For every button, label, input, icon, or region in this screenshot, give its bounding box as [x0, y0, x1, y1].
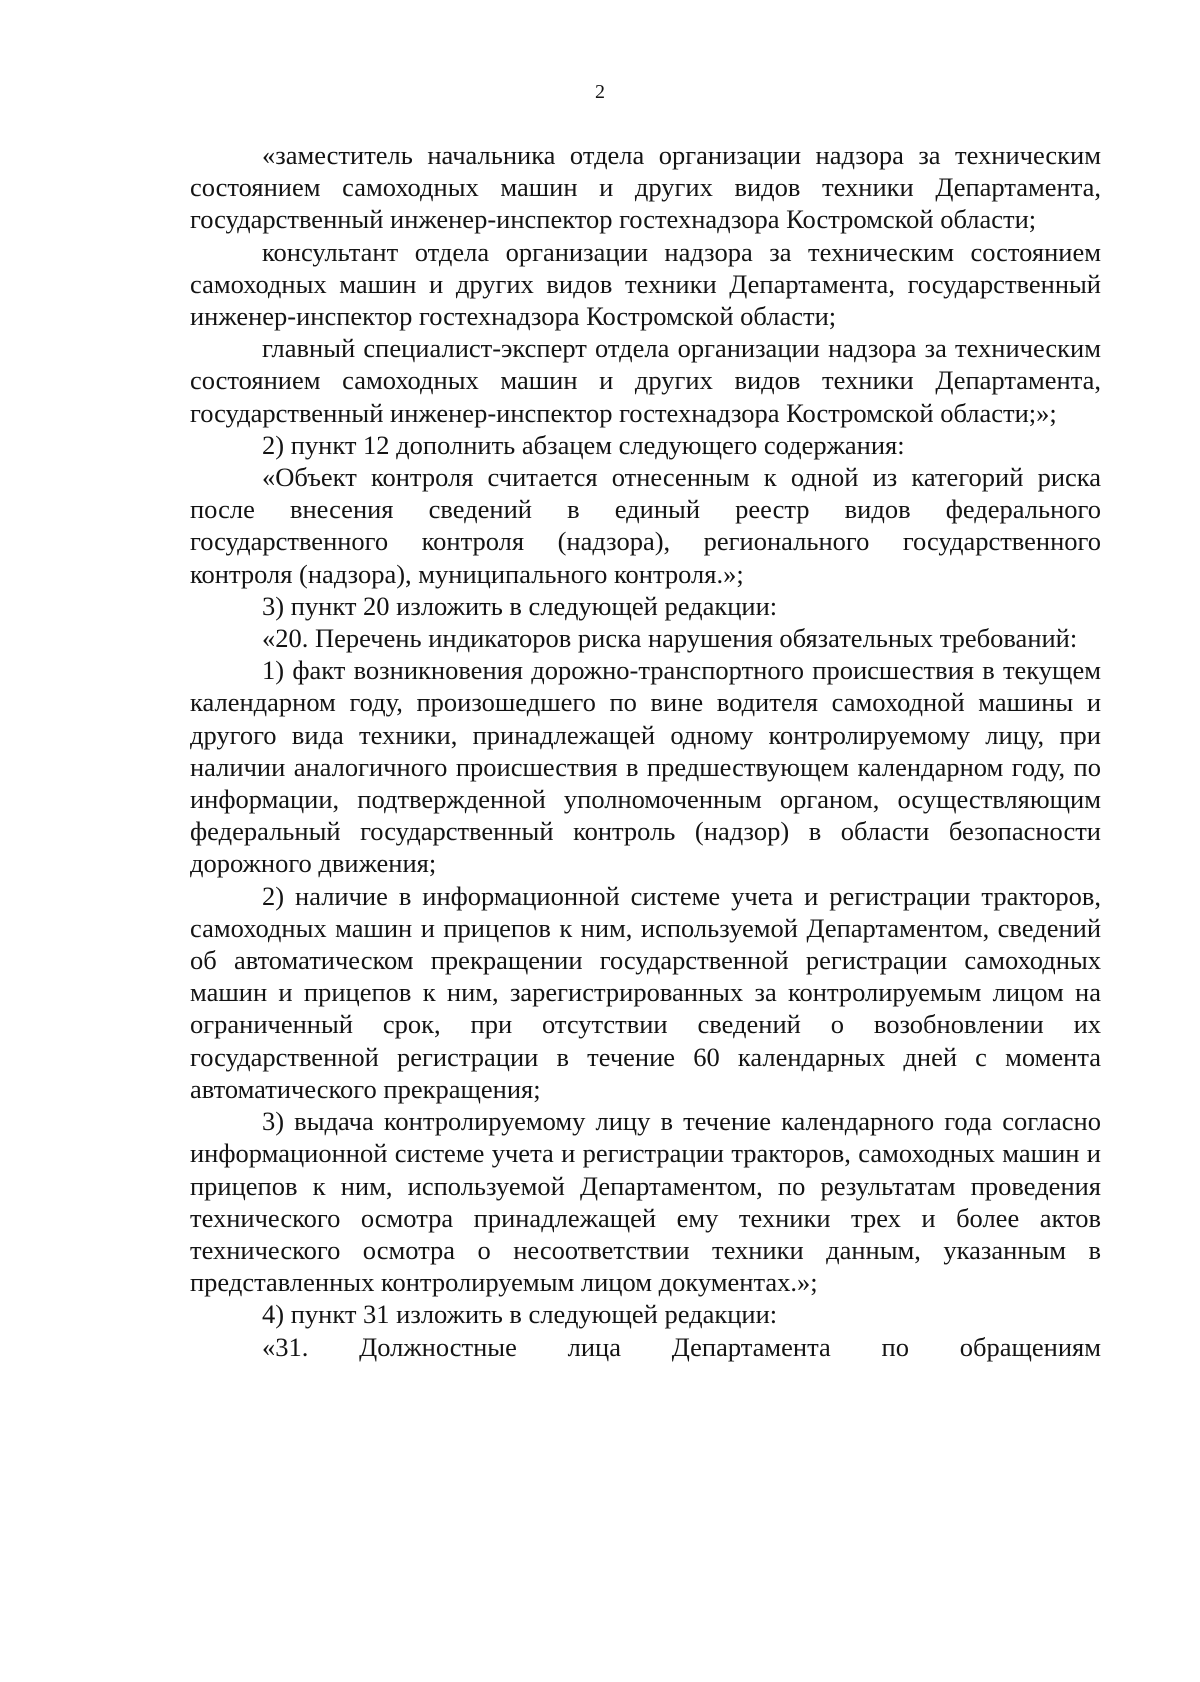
paragraph-consultant: консультант отдела организации надзора за техническим состоянием самоходных машин и других видов техники Департамента, государственный инженер-инспектор гостехнадзора Костромской области; — [190, 236, 1101, 332]
page-number: 2 — [595, 81, 605, 103]
paragraph-indicator-3: 3) выдача контролируемому лицу в течение календарного года согласно информационной системе учета и регистрации тракторов, самоходных машин и прицепов к ним, используемой Департаментом, по результатам проведения технического осмотра принадлежащей ему техники трех и более актов технического осмотра о несоответствии техники данным, указанным в представленных контролируемым лицом документах.»; — [190, 1106, 1101, 1298]
paragraph-chief-specialist: главный специалист-эксперт отдела организации надзора за техническим состоянием самоходных машин и других видов техники Департамента, государственный инженер-инспектор гостехнадзора Костромской области;»; — [190, 333, 1101, 428]
paragraph-officials-start: «31. Должностные лица Департамента по обращениям — [262, 1331, 1101, 1362]
document-body — [190, 139, 1101, 1363]
paragraph-deputy-head: «заместитель начальника отдела организации надзора за техническим состоянием самоходных машин и других видов техники Департамента, государственный инженер-инспектор гостехнадзора Костромской области; — [190, 140, 1101, 235]
paragraph-indicator-1: 1) факт возникновения дорожно-транспортного происшествия в текущем календарном году, произошедшего по вине водителя самоходной машины и другого вида техники, принадлежащей одному контролируемому лицу, при наличии аналогичного происшествия в предшествующем календарном году, по информации, подтвержденной уполномоченным органом, осуществляющим федеральный государственный контроль (надзор) в области безопасности дорожного движения; — [190, 655, 1101, 879]
paragraph-risk-category: «Объект контроля считается отнесенным к одной из категорий риска после внесения сведений в единый реестр видов федерального государственного контроля (надзора), регионального государственного контроля (надзора), муниципального контроля.»; — [190, 462, 1101, 589]
paragraph-item-4-heading: 4) пункт 31 изложить в следующей редакции: — [262, 1299, 778, 1330]
paragraph-indicator-2: 2) наличие в информационной системе учета и регистрации тракторов, самоходных машин и прицепов к ним, используемой Департаментом, сведений об автоматическом прекращении государственной регистрации самоходных машин и прицепов к ним, зарегистрированных за контролируемым лицом на ограниченный срок, при отсутствии сведений о возобновлении их государственной регистрации в течение 60 календарных дней с момента автоматического прекращения; — [190, 880, 1101, 1104]
paragraph-risk-indicators-title: «20. Перечень индикаторов риска нарушения обязательных требований: — [262, 623, 1078, 654]
paragraph-item-3-heading: 3) пункт 20 изложить в следующей редакции: — [262, 590, 778, 621]
paragraph-item-2-heading: 2) пункт 12 дополнить абзацем следующего содержания: — [262, 429, 905, 460]
